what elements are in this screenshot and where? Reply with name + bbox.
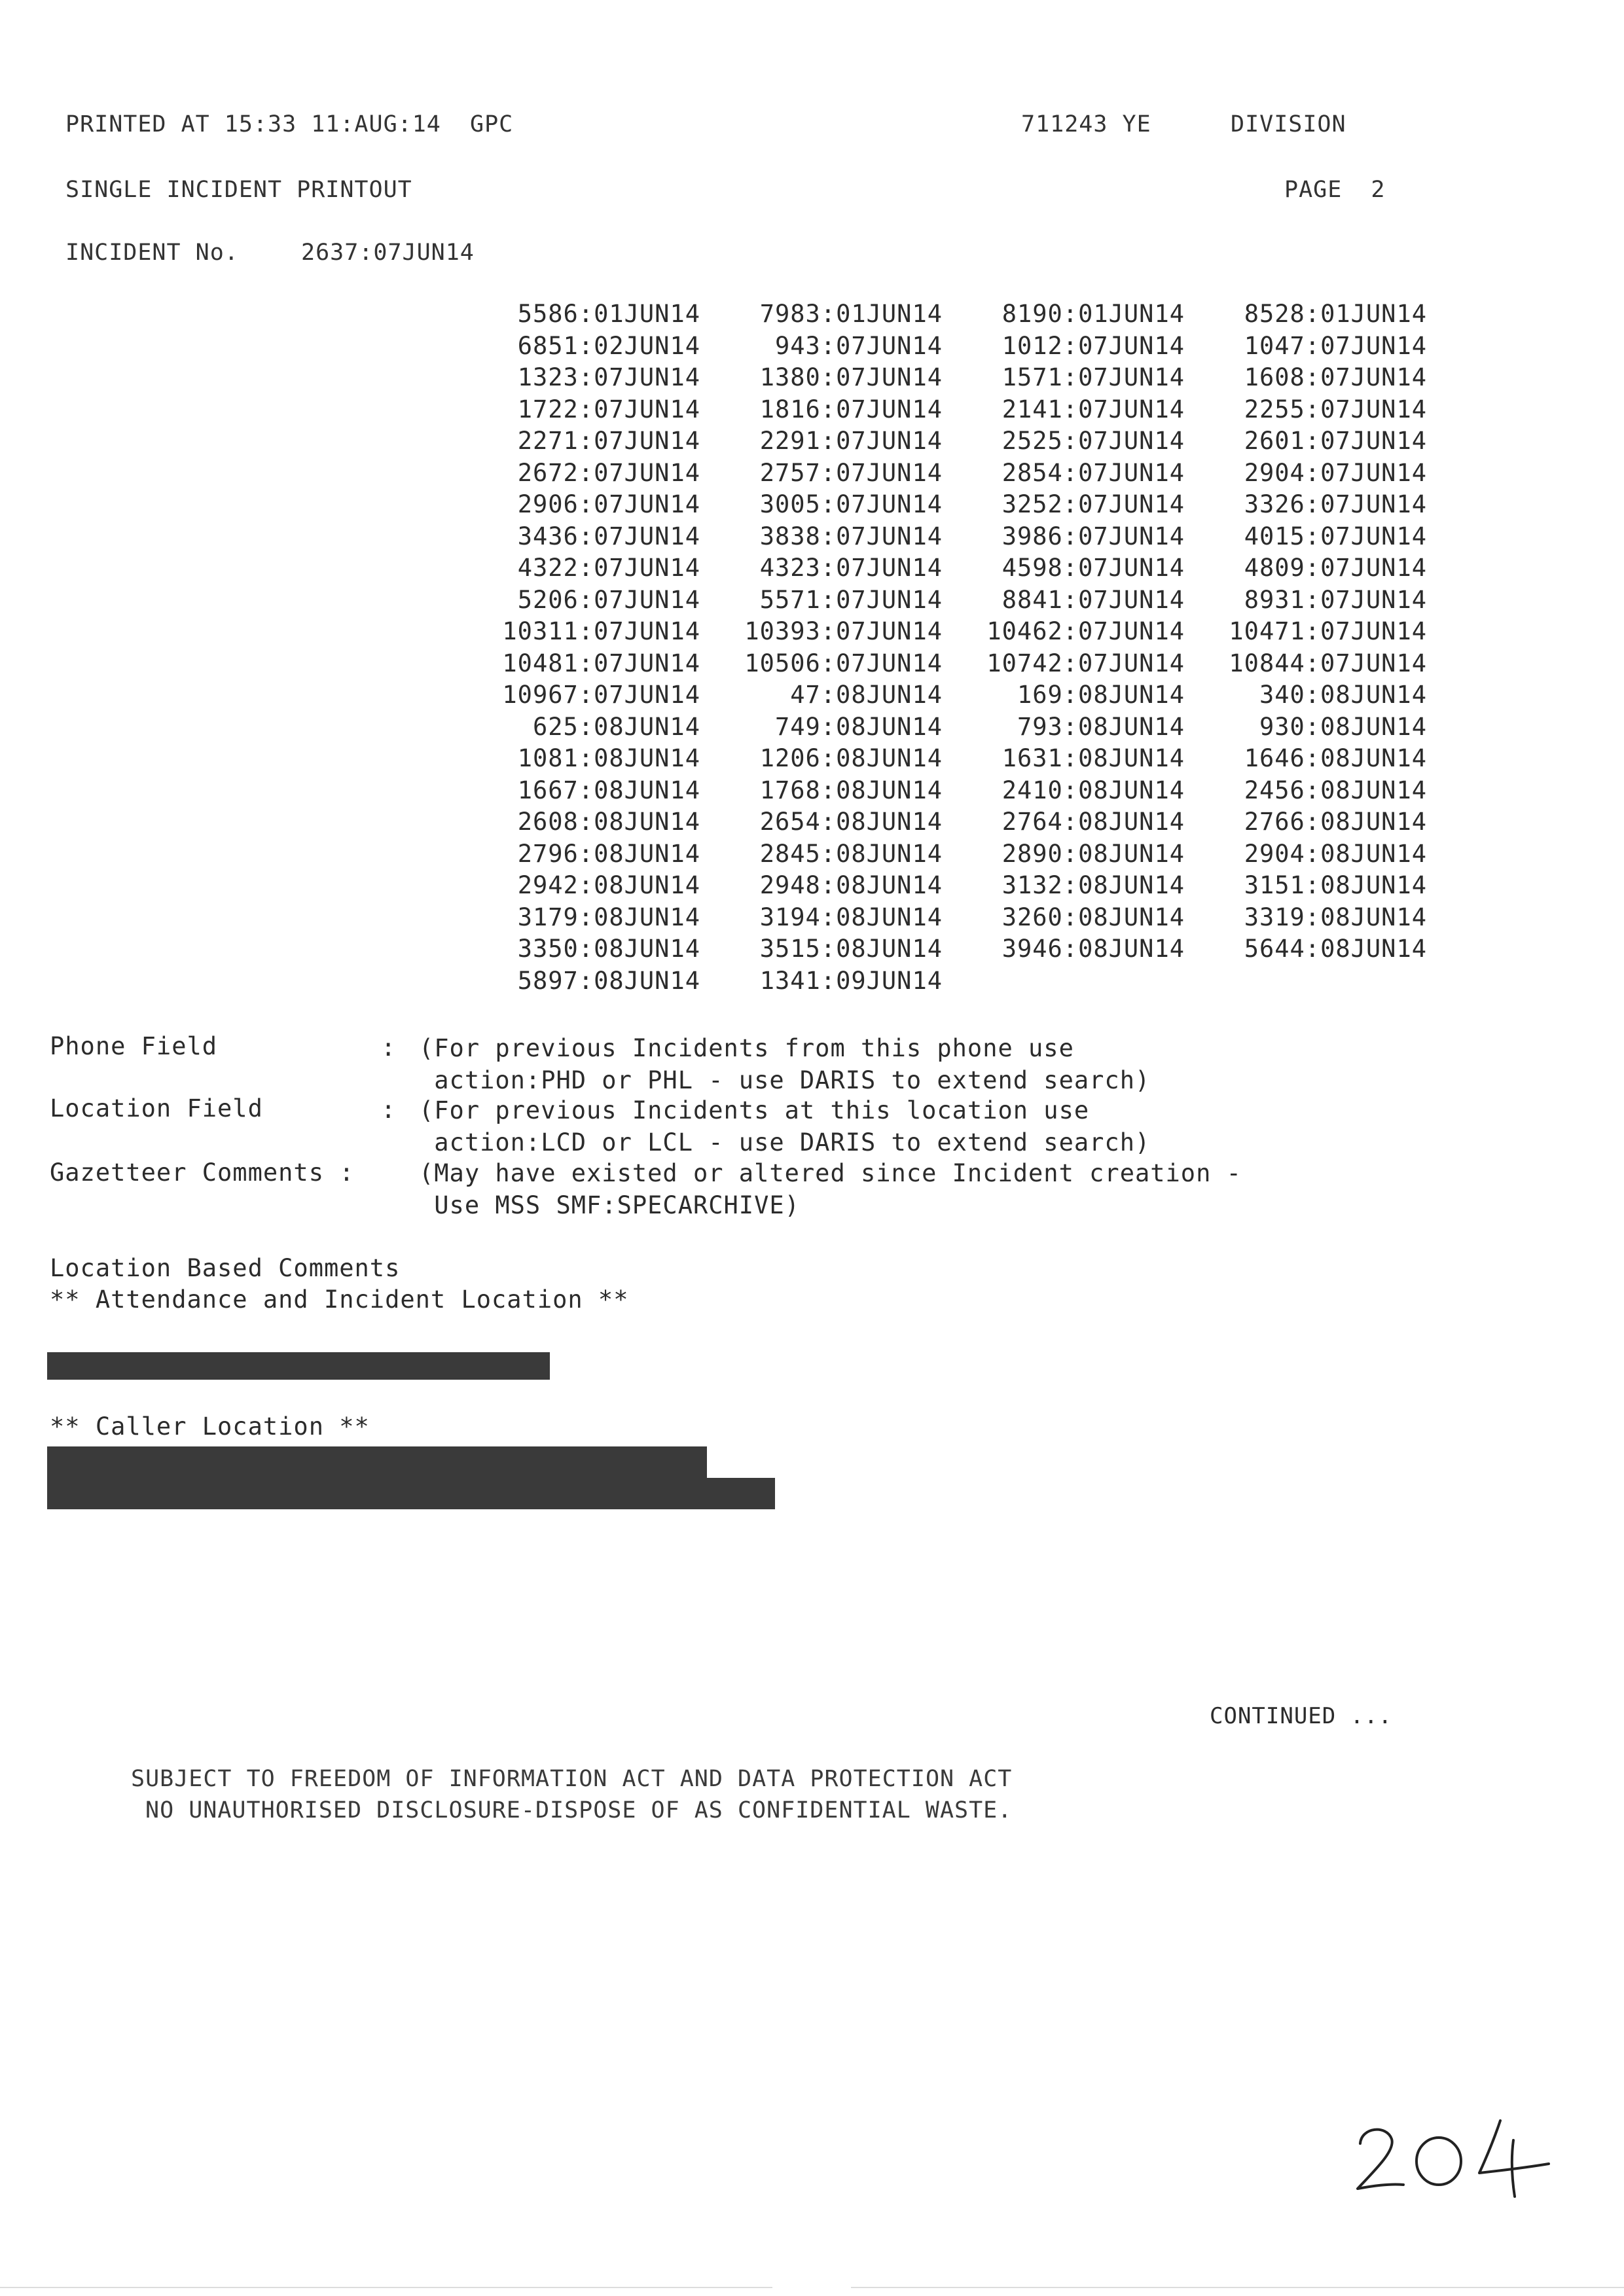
incident-ref-cell: 2796:08JUN14 bbox=[517, 839, 700, 868]
confidentiality-notice-line-1: SUBJECT TO FREEDOM OF INFORMATION ACT AND DATA PROTECTION ACT bbox=[131, 1766, 1013, 1792]
incident-ref-cell: 2672:07JUN14 bbox=[517, 458, 700, 487]
incident-ref-cell: 3252:07JUN14 bbox=[1001, 490, 1185, 518]
incident-ref-cell: 1608:07JUN14 bbox=[1244, 363, 1427, 391]
phone-field-separator: : bbox=[381, 1033, 396, 1062]
incident-ref-cell: 625:08JUN14 bbox=[532, 712, 700, 741]
incident-number: 2637:07JUN14 bbox=[301, 240, 475, 266]
incident-ref-cell: 8528:01JUN14 bbox=[1244, 300, 1427, 328]
incident-ref-cell: 3986:07JUN14 bbox=[1001, 522, 1185, 550]
incident-ref-cell: 1380:07JUN14 bbox=[759, 363, 943, 391]
incident-ref-cell: 1047:07JUN14 bbox=[1244, 331, 1427, 360]
incident-ref-cell: 793:08JUN14 bbox=[1017, 712, 1185, 741]
redacted-attendance-location bbox=[47, 1352, 550, 1380]
redacted-caller-location-part-2 bbox=[47, 1478, 775, 1509]
incident-ref-cell: 10967:07JUN14 bbox=[502, 681, 700, 709]
phone-field-note-1: (For previous Incidents from this phone use bbox=[419, 1034, 1074, 1062]
incident-ref-cell: 1768:08JUN14 bbox=[759, 776, 943, 804]
incident-ref-cell: 2141:07JUN14 bbox=[1001, 395, 1185, 423]
incident-ref-cell: 749:08JUN14 bbox=[774, 712, 943, 741]
continued-note: CONTINUED ... bbox=[1210, 1703, 1393, 1729]
incident-ref-cell: 4809:07JUN14 bbox=[1244, 554, 1427, 582]
incident-ref-cell: 2890:08JUN14 bbox=[1001, 839, 1185, 868]
incident-ref-cell: 3436:07JUN14 bbox=[517, 522, 700, 550]
location-field-note-2: action:LCD or LCL - use DARIS to extend search) bbox=[419, 1128, 1151, 1157]
incident-ref-cell: 3260:08JUN14 bbox=[1001, 903, 1185, 931]
gazetteer-comments-note-2: Use MSS SMF:SPECARCHIVE) bbox=[419, 1191, 800, 1219]
incident-ref-cell: 3946:08JUN14 bbox=[1001, 935, 1185, 963]
incident-ref-cell: 2904:08JUN14 bbox=[1244, 839, 1427, 868]
caller-location-heading: ** Caller Location ** bbox=[50, 1412, 370, 1441]
incident-ref-cell: 4323:07JUN14 bbox=[759, 554, 943, 582]
incident-ref-cell: 10393:07JUN14 bbox=[744, 617, 943, 645]
incident-ref-cell: 2271:07JUN14 bbox=[517, 427, 700, 455]
incident-ref-cell: 1571:07JUN14 bbox=[1001, 363, 1185, 391]
incident-reference-grid bbox=[458, 298, 1440, 997]
incident-ref-cell: 1206:08JUN14 bbox=[759, 744, 943, 772]
phone-field-note-2: action:PHD or PHL - use DARIS to extend search) bbox=[419, 1066, 1151, 1094]
incident-ref-cell: 2608:08JUN14 bbox=[517, 808, 700, 836]
incident-ref-cell: 2845:08JUN14 bbox=[759, 839, 943, 868]
incident-ref-cell: 3838:07JUN14 bbox=[759, 522, 943, 550]
scan-edge-left bbox=[0, 2287, 772, 2288]
incident-ref-cell: 7983:01JUN14 bbox=[759, 300, 943, 328]
printed-at: PRINTED AT 15:33 11:AUG:14 GPC bbox=[65, 111, 514, 137]
incident-ref-cell: 1341:09JUN14 bbox=[759, 966, 943, 995]
incident-ref-cell: 1646:08JUN14 bbox=[1244, 744, 1427, 772]
incident-ref-cell: 2904:07JUN14 bbox=[1244, 458, 1427, 487]
handwritten-page-number bbox=[1348, 2108, 1558, 2199]
incident-ref-cell: 8841:07JUN14 bbox=[1001, 585, 1185, 614]
confidentiality-notice-line-2: NO UNAUTHORISED DISCLOSURE-DISPOSE OF AS CONFIDENTIAL WASTE. bbox=[145, 1797, 1013, 1823]
incident-ref-cell: 5644:08JUN14 bbox=[1244, 935, 1427, 963]
incident-ref-cell: 2525:07JUN14 bbox=[1001, 427, 1185, 455]
unit-code: 711243 YE bbox=[1021, 111, 1151, 137]
incident-ref-cell: 2291:07JUN14 bbox=[759, 427, 943, 455]
incident-label: INCIDENT No. bbox=[65, 240, 239, 266]
incident-ref-cell: 2854:07JUN14 bbox=[1001, 458, 1185, 487]
incident-ref-cell: 930:08JUN14 bbox=[1259, 712, 1427, 741]
page-number: PAGE 2 bbox=[1284, 177, 1386, 203]
incident-ref-cell: 4598:07JUN14 bbox=[1001, 554, 1185, 582]
incident-ref-cell: 3151:08JUN14 bbox=[1244, 871, 1427, 899]
incident-ref-cell: 2764:08JUN14 bbox=[1001, 808, 1185, 836]
incident-ref-cell: 10471:07JUN14 bbox=[1229, 617, 1427, 645]
incident-ref-cell: 1667:08JUN14 bbox=[517, 776, 700, 804]
location-field-note-1: (For previous Incidents at this location use bbox=[419, 1096, 1090, 1124]
incident-ref-cell: 943:07JUN14 bbox=[774, 331, 943, 360]
incident-ref-cell: 4322:07JUN14 bbox=[517, 554, 700, 582]
incident-ref-cell: 2942:08JUN14 bbox=[517, 871, 700, 899]
incident-ref-cell: 2654:08JUN14 bbox=[759, 808, 943, 836]
incident-ref-cell: 10481:07JUN14 bbox=[502, 649, 700, 677]
incident-ref-cell: 169:08JUN14 bbox=[1017, 681, 1185, 709]
location-comments-heading: Location Based Comments bbox=[50, 1254, 401, 1282]
incident-ref-cell: 2255:07JUN14 bbox=[1244, 395, 1427, 423]
incident-ref-cell: 3515:08JUN14 bbox=[759, 935, 943, 963]
gazetteer-comments-note-1: (May have existed or altered since Incident creation - bbox=[419, 1159, 1242, 1187]
incident-ref-cell: 3319:08JUN14 bbox=[1244, 903, 1427, 931]
scan-edge-right bbox=[851, 2287, 1624, 2288]
page-title: SINGLE INCIDENT PRINTOUT bbox=[65, 177, 412, 203]
incident-ref-cell: 1323:07JUN14 bbox=[517, 363, 700, 391]
incident-ref-cell: 6851:02JUN14 bbox=[517, 331, 700, 360]
incident-ref-cell: 2948:08JUN14 bbox=[759, 871, 943, 899]
incident-ref-cell: 1816:07JUN14 bbox=[759, 395, 943, 423]
incident-ref-cell: 1012:07JUN14 bbox=[1001, 331, 1185, 360]
phone-field-label: Phone Field bbox=[50, 1032, 218, 1060]
division-label: DIVISION bbox=[1231, 111, 1346, 137]
incident-ref-cell: 10462:07JUN14 bbox=[986, 617, 1185, 645]
incident-ref-cell: 1631:08JUN14 bbox=[1001, 744, 1185, 772]
redacted-caller-location-part-1 bbox=[47, 1446, 707, 1478]
incident-ref-cell: 2906:07JUN14 bbox=[517, 490, 700, 518]
incident-ref-cell: 3326:07JUN14 bbox=[1244, 490, 1427, 518]
incident-ref-cell: 340:08JUN14 bbox=[1259, 681, 1427, 709]
incident-ref-cell: 5897:08JUN14 bbox=[517, 966, 700, 995]
incident-ref-cell: 2757:07JUN14 bbox=[759, 458, 943, 487]
incident-ref-cell: 47:08JUN14 bbox=[790, 681, 943, 709]
incident-ref-cell: 5586:01JUN14 bbox=[517, 300, 700, 328]
incident-ref-cell: 3005:07JUN14 bbox=[759, 490, 943, 518]
incident-ref-cell: 1081:08JUN14 bbox=[517, 744, 700, 772]
incident-ref-cell: 10311:07JUN14 bbox=[502, 617, 700, 645]
incident-ref-cell: 2601:07JUN14 bbox=[1244, 427, 1427, 455]
incident-ref-cell: 3194:08JUN14 bbox=[759, 903, 943, 931]
location-field-label: Location Field bbox=[50, 1094, 263, 1122]
incident-ref-cell: 5206:07JUN14 bbox=[517, 585, 700, 614]
incident-ref-cell: 10506:07JUN14 bbox=[744, 649, 943, 677]
incident-ref-cell: 3179:08JUN14 bbox=[517, 903, 700, 931]
location-field-separator: : bbox=[381, 1096, 396, 1124]
incident-ref-cell: 10844:07JUN14 bbox=[1229, 649, 1427, 677]
incident-ref-cell: 1722:07JUN14 bbox=[517, 395, 700, 423]
incident-ref-cell: 2410:08JUN14 bbox=[1001, 776, 1185, 804]
incident-ref-cell: 3350:08JUN14 bbox=[517, 935, 700, 963]
attendance-location-heading: ** Attendance and Incident Location ** bbox=[50, 1285, 629, 1314]
incident-ref-cell: 4015:07JUN14 bbox=[1244, 522, 1427, 550]
incident-ref-cell: 5571:07JUN14 bbox=[759, 585, 943, 614]
incident-ref-cell: 2456:08JUN14 bbox=[1244, 776, 1427, 804]
incident-ref-cell: 3132:08JUN14 bbox=[1001, 871, 1185, 899]
incident-ref-cell: 8931:07JUN14 bbox=[1244, 585, 1427, 614]
incident-ref-cell: 2766:08JUN14 bbox=[1244, 808, 1427, 836]
incident-ref-cell: 8190:01JUN14 bbox=[1001, 300, 1185, 328]
incident-ref-cell: 10742:07JUN14 bbox=[986, 649, 1185, 677]
gazetteer-comments-label: Gazetteer Comments : bbox=[50, 1158, 355, 1187]
